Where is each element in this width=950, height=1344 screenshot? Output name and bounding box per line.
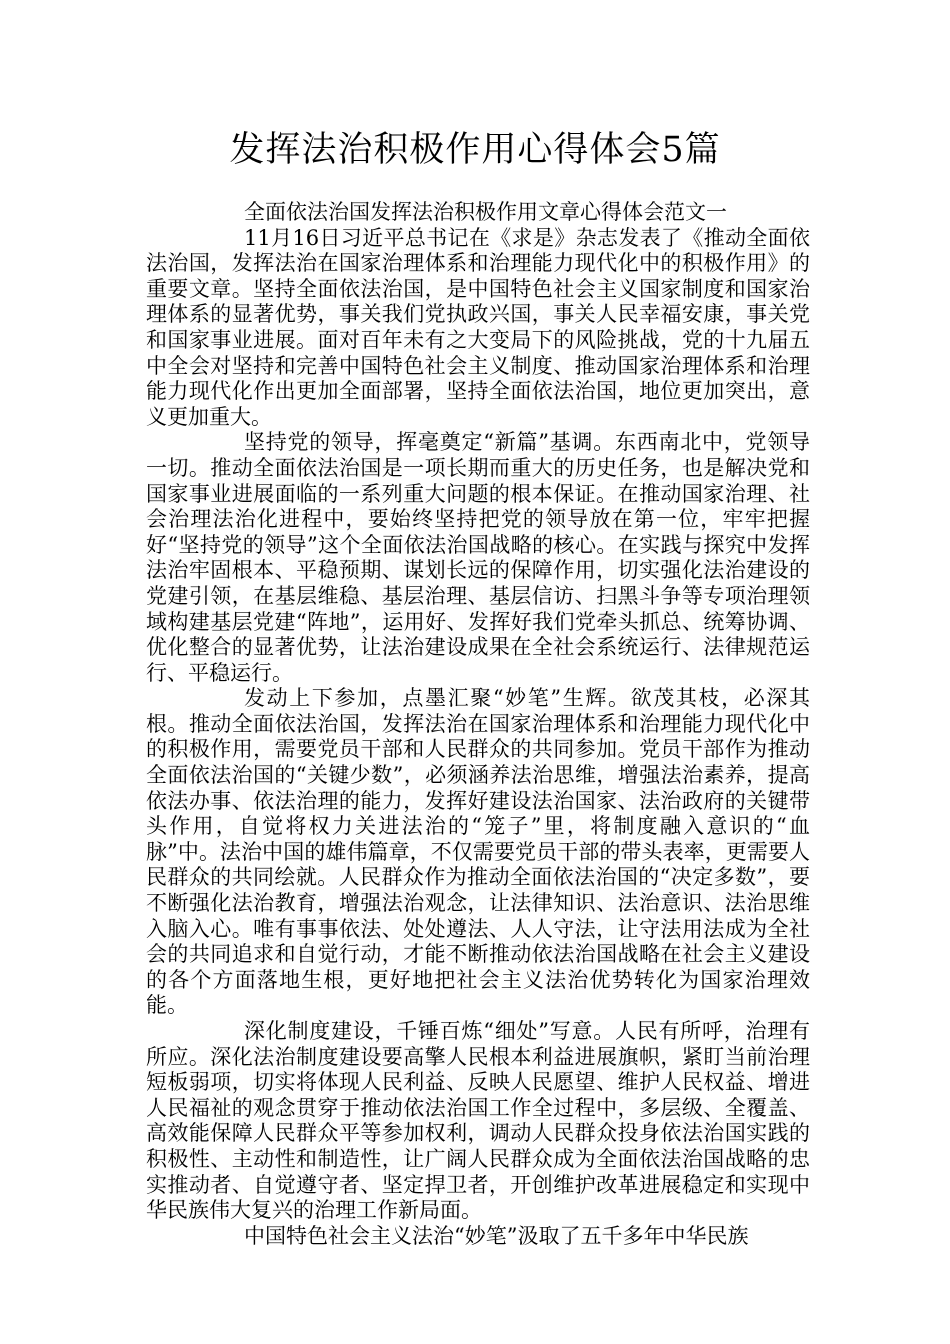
paragraph-1: 11月16日习近平总书记在《求是》杂志发表了《推动全面依法治国，发挥法治在国家治理体系和治理能力现代化中的积极作用》的重要文章。坚持全面依法治国，是中国特色社会主义国家制度和国家治理体系的显著优势，事关我们党执政兴国，事关人民幸福安康，事关党和国家事业进展。面对百年未有之大变局下的风险挑战，党的十九届五中全会对坚持和完善中国特色社会主义制度、推动国家治理体系和治理能力现代化作出更加全面部署，坚持全面依法治国，地位更加突出，意义更加重大。 bbox=[146, 225, 810, 429]
paragraph-5: 中国特色社会主义法治“妙笔”汲取了五千多年中华民族 bbox=[244, 1223, 749, 1248]
paragraph-3: 发动上下参加，点墨汇聚“妙笔”生辉。欲茂其枝，必深其根。推动全面依法治国，发挥法治在国家治理体系和治理能力现代化中的积极作用，需要党员干部和人民群众的共同参加。党员干部作为推动全面依法治国的“关键少数”，必须涵养法治思维，增强法治素养，提高依法办事、依法治理的能力，发挥好建设法治国家、法治政府的关键带头作用，自觉将权力关进法治的“笼子”里，将制度融入意识的“血脉”中。法治中国的雄伟篇章，不仅需要党员干部的带头表率，更需要人民群众的共同绘就。人民群众作为推动全面依法治国的“决定多数”，要不断强化法治教育，增强法治观念，让法律知识、法治意识、法治思维入脑入心。唯有事事依法、处处遵法、人人守法，让守法用法成为全社会的共同追求和自觉行动，才能不断推动依法治国战略在社会主义建设的各个方面落地生根，更好地把社会主义法治优势转化为国家治理效能。 bbox=[146, 686, 810, 1018]
paragraph-4: 深化制度建设，千锤百炼“细处”写意。人民有所呼，治理有所应。深化法治制度建设要高擎人民根本利益进展旗帜，紧盯当前治理短板弱项，切实将体现人民利益、反映人民愿望、维护人民权益、增进人民福祉的观念贯穿于推动依法治国工作全过程中，多层级、全覆盖、高效能保障人民群众平等参加权利，调动人民群众投身依法治国实践的积极性、主动性和制造性，让广阔人民群众成为全面依法治国战略的忠实推动者、自觉遵守者、坚定捍卫者，开创维护改革进展稳定和实现中华民族伟大复兴的治理工作新局面。 bbox=[146, 1019, 810, 1223]
document-body bbox=[146, 200, 810, 1249]
document-title: 发挥法治积极作用心得体会5篇 bbox=[229, 130, 721, 170]
document-subtitle: 全面依法治国发挥法治积极作用文章心得体会范文一 bbox=[244, 200, 727, 224]
paragraph-2: 坚持党的领导，挥毫奠定“新篇”基调。东西南北中，党领导一切。推动全面依法治国是一项长期而重大的历史任务，也是解决党和国家事业进展面临的一系列重大问题的根本保证。在推动国家治理、社会治理法治化进程中，要始终坚持把党的领导放在第一位，牢牢把握好“坚持党的领导”这个全面依法治国战略的核心。在实践与探究中发挥法治牢固根本、平稳预期、谋划长远的保障作用，切实强化法治建设的党建引领，在基层维稳、基层治理、基层信访、扫黑斗争等专项治理领域构建基层党建“阵地”，运用好、发挥好我们党牵头抓总、统筹协调、优化整合的显著优势，让法治建设成果在全社会系统运行、法律规范运行、平稳运行。 bbox=[146, 430, 810, 685]
